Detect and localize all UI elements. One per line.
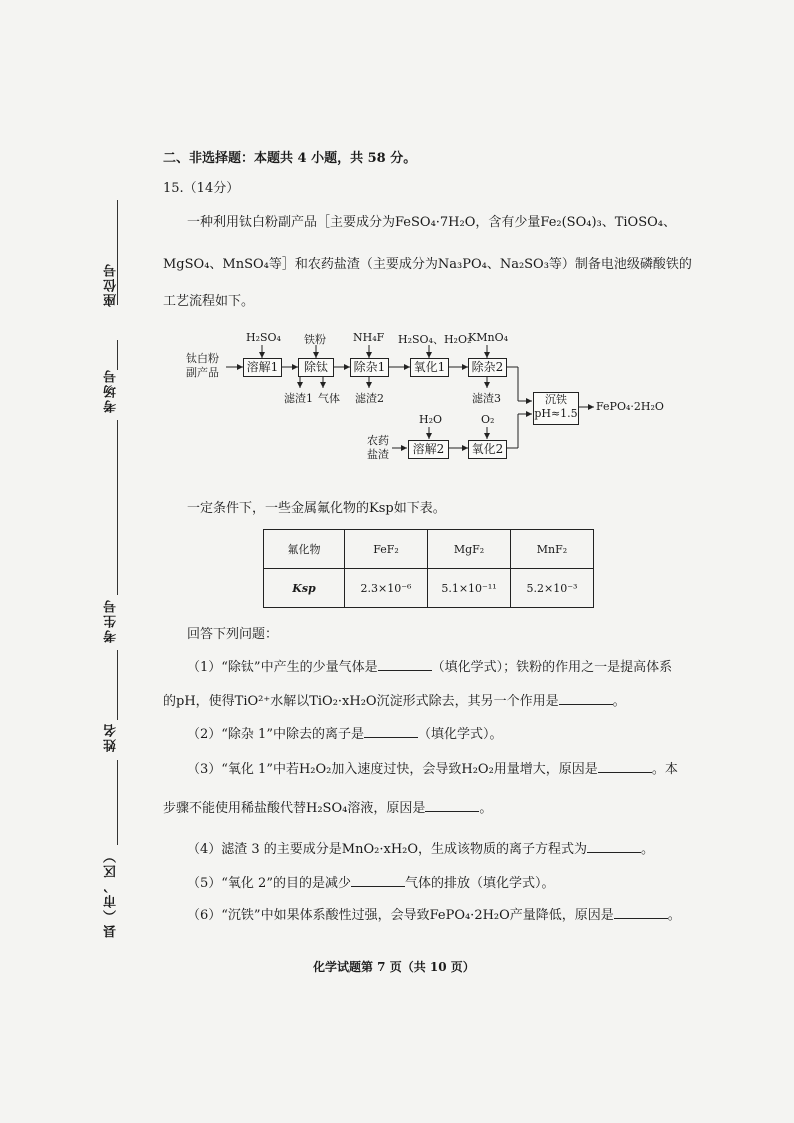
name-label: 姓名: [104, 722, 119, 752]
question-number: 15.（14分）: [163, 181, 240, 196]
question-5: [187, 874, 554, 893]
step-oxidation-2: 氧化2: [468, 440, 507, 459]
ksp-table-value-row: [264, 569, 594, 608]
question-text: （4）滤渣 3 的主要成分是MnO₂·xH₂O，生成该物质的离子方程式为: [187, 842, 588, 857]
question-text: （6）“沉铁”中如果体系酸性过强，会导致FePO₄·2H₂O产量降低，原因是: [187, 908, 614, 923]
byproduct-gas: 气体: [318, 392, 340, 405]
question-2: [187, 725, 502, 744]
question-text: 的pH，使得TiO²⁺水解以TiO₂·xH₂O沉淀形式除去，其另一个作用是: [163, 694, 559, 709]
ksp-value-cell: 2.3×10⁻⁶: [345, 569, 428, 608]
binding-line-2: [117, 340, 118, 370]
step-precipitate-iron: 沉铁 pH≈1.5: [533, 392, 579, 425]
student-number-label: 考生号: [104, 598, 119, 643]
county-label: 县（市、区）: [104, 848, 119, 938]
ksp-table: [263, 529, 594, 608]
binding-line-5: [117, 760, 118, 845]
product-fepo4: FePO₄·2H₂O: [596, 400, 664, 413]
ksp-header-cell: MgF₂: [428, 530, 511, 569]
reagent-h2o: H₂O: [419, 413, 443, 426]
ksp-value-cell: 5.2×10⁻³: [511, 569, 594, 608]
answer-blank[interactable]: [587, 840, 641, 853]
question-text: （1）“除钛”中产生的少量气体是: [187, 660, 378, 675]
step-oxidation-1: 氧化1: [410, 358, 449, 377]
answer-blank[interactable]: [614, 906, 668, 919]
reagent-nh4f: NH₄F: [353, 331, 385, 344]
step-dissolve-1: 溶解1: [243, 358, 282, 377]
reagent-o2: O₂: [481, 413, 495, 426]
question-text: （2）“除杂 1”中除去的离子是: [187, 727, 364, 742]
raw-material-1-label: 钛白粉 副产品: [186, 352, 219, 379]
question-text: 。本: [651, 762, 678, 777]
intro-line-3: 工艺流程如下。: [163, 294, 255, 309]
intro-line-2: MgSO₄、MnSO₄等］和农药盐渣（主要成分为Na₃PO₄、Na₂SO₃等）制备电池级磷酸铁的: [163, 257, 692, 272]
answer-blank[interactable]: [425, 799, 479, 812]
question-text: （3）“氧化 1”中若H₂O₂加入速度过快，会导致H₂O₂用量增大，原因是: [187, 762, 598, 777]
byproduct-residue-2: 滤渣2: [355, 392, 384, 405]
ksp-value-cell: 5.1×10⁻¹¹: [428, 569, 511, 608]
reagent-kmno4: KMnO₄: [468, 331, 508, 344]
question-3-line-2: 步骤不能使用稀盐酸代替H₂SO₄溶液，原因是 。: [163, 801, 493, 816]
answer-blank[interactable]: [598, 760, 652, 773]
ksp-header-cell: MnF₂: [511, 530, 594, 569]
question-3-line-1: [187, 760, 678, 779]
question-6: （6）“沉铁”中如果体系酸性过强，会导致FePO₄·2H₂O产量降低，原因是 。: [187, 908, 681, 923]
answer-blank[interactable]: [351, 874, 405, 887]
question-1-line-2: 的pH，使得TiO²⁺水解以TiO₂·xH₂O沉淀形式除去，其另一个作用是 。: [163, 694, 626, 709]
reagent-h2so4: H₂SO₄: [246, 331, 281, 344]
seat-number-label: 座位号: [104, 262, 119, 307]
byproduct-residue-3: 滤渣3: [472, 392, 501, 405]
ksp-table-header-row: [264, 530, 594, 569]
reagent-h2so4-h2o2: H₂SO₄、H₂O₂: [398, 333, 472, 346]
ksp-header-cell: FeF₂: [345, 530, 428, 569]
question-text: （5）“氧化 2”的目的是减少: [187, 876, 351, 891]
step-dissolve-2: 溶解2: [408, 440, 449, 459]
binding-line-4: [117, 650, 118, 720]
raw-material-2-label: 农药 盐渣: [367, 434, 389, 461]
answer-prompt: 回答下列问题：: [187, 627, 279, 642]
reagent-iron-powder: 铁粉: [304, 333, 326, 346]
question-4: （4）滤渣 3 的主要成分是MnO₂·xH₂O，生成该物质的离子方程式为 。: [187, 842, 655, 857]
question-text: （填化学式）。: [417, 727, 503, 742]
question-text: 气体的排放（填化学式）。: [404, 876, 555, 891]
step-impurity-removal-2: 除杂2: [468, 358, 507, 377]
answer-blank[interactable]: [378, 658, 432, 671]
step-impurity-removal-1: 除杂1: [350, 358, 389, 377]
ksp-header-cell: 氟化物: [264, 530, 345, 569]
question-1-line-1: [187, 658, 672, 677]
byproduct-residue-1: 滤渣1: [284, 392, 313, 405]
section-heading: 二、非选择题：本题共 4 小题，共 58 分。: [163, 151, 417, 166]
binding-line-3: [117, 420, 118, 595]
intro-line-1: 一种利用钛白粉副产品［主要成分为FeSO₄·7H₂O，含有少量Fe₂(SO₄)₃、TiOSO₄、: [187, 215, 676, 230]
question-text: 步骤不能使用稀盐酸代替H₂SO₄溶液，原因是: [163, 801, 426, 816]
ksp-intro: 一定条件下，一些金属氟化物的Ksp如下表。: [187, 501, 446, 516]
exam-room-label: 考场号: [104, 368, 119, 413]
question-text: （填化学式）；铁粉的作用之一是提高体系: [431, 660, 673, 675]
answer-blank[interactable]: [364, 725, 418, 738]
ksp-row-label: Ksp: [264, 569, 345, 608]
step-remove-titanium: 除钛: [298, 358, 334, 377]
page-footer: 化学试题第 7 页（共 10 页）: [313, 960, 475, 974]
answer-blank[interactable]: [559, 692, 613, 705]
